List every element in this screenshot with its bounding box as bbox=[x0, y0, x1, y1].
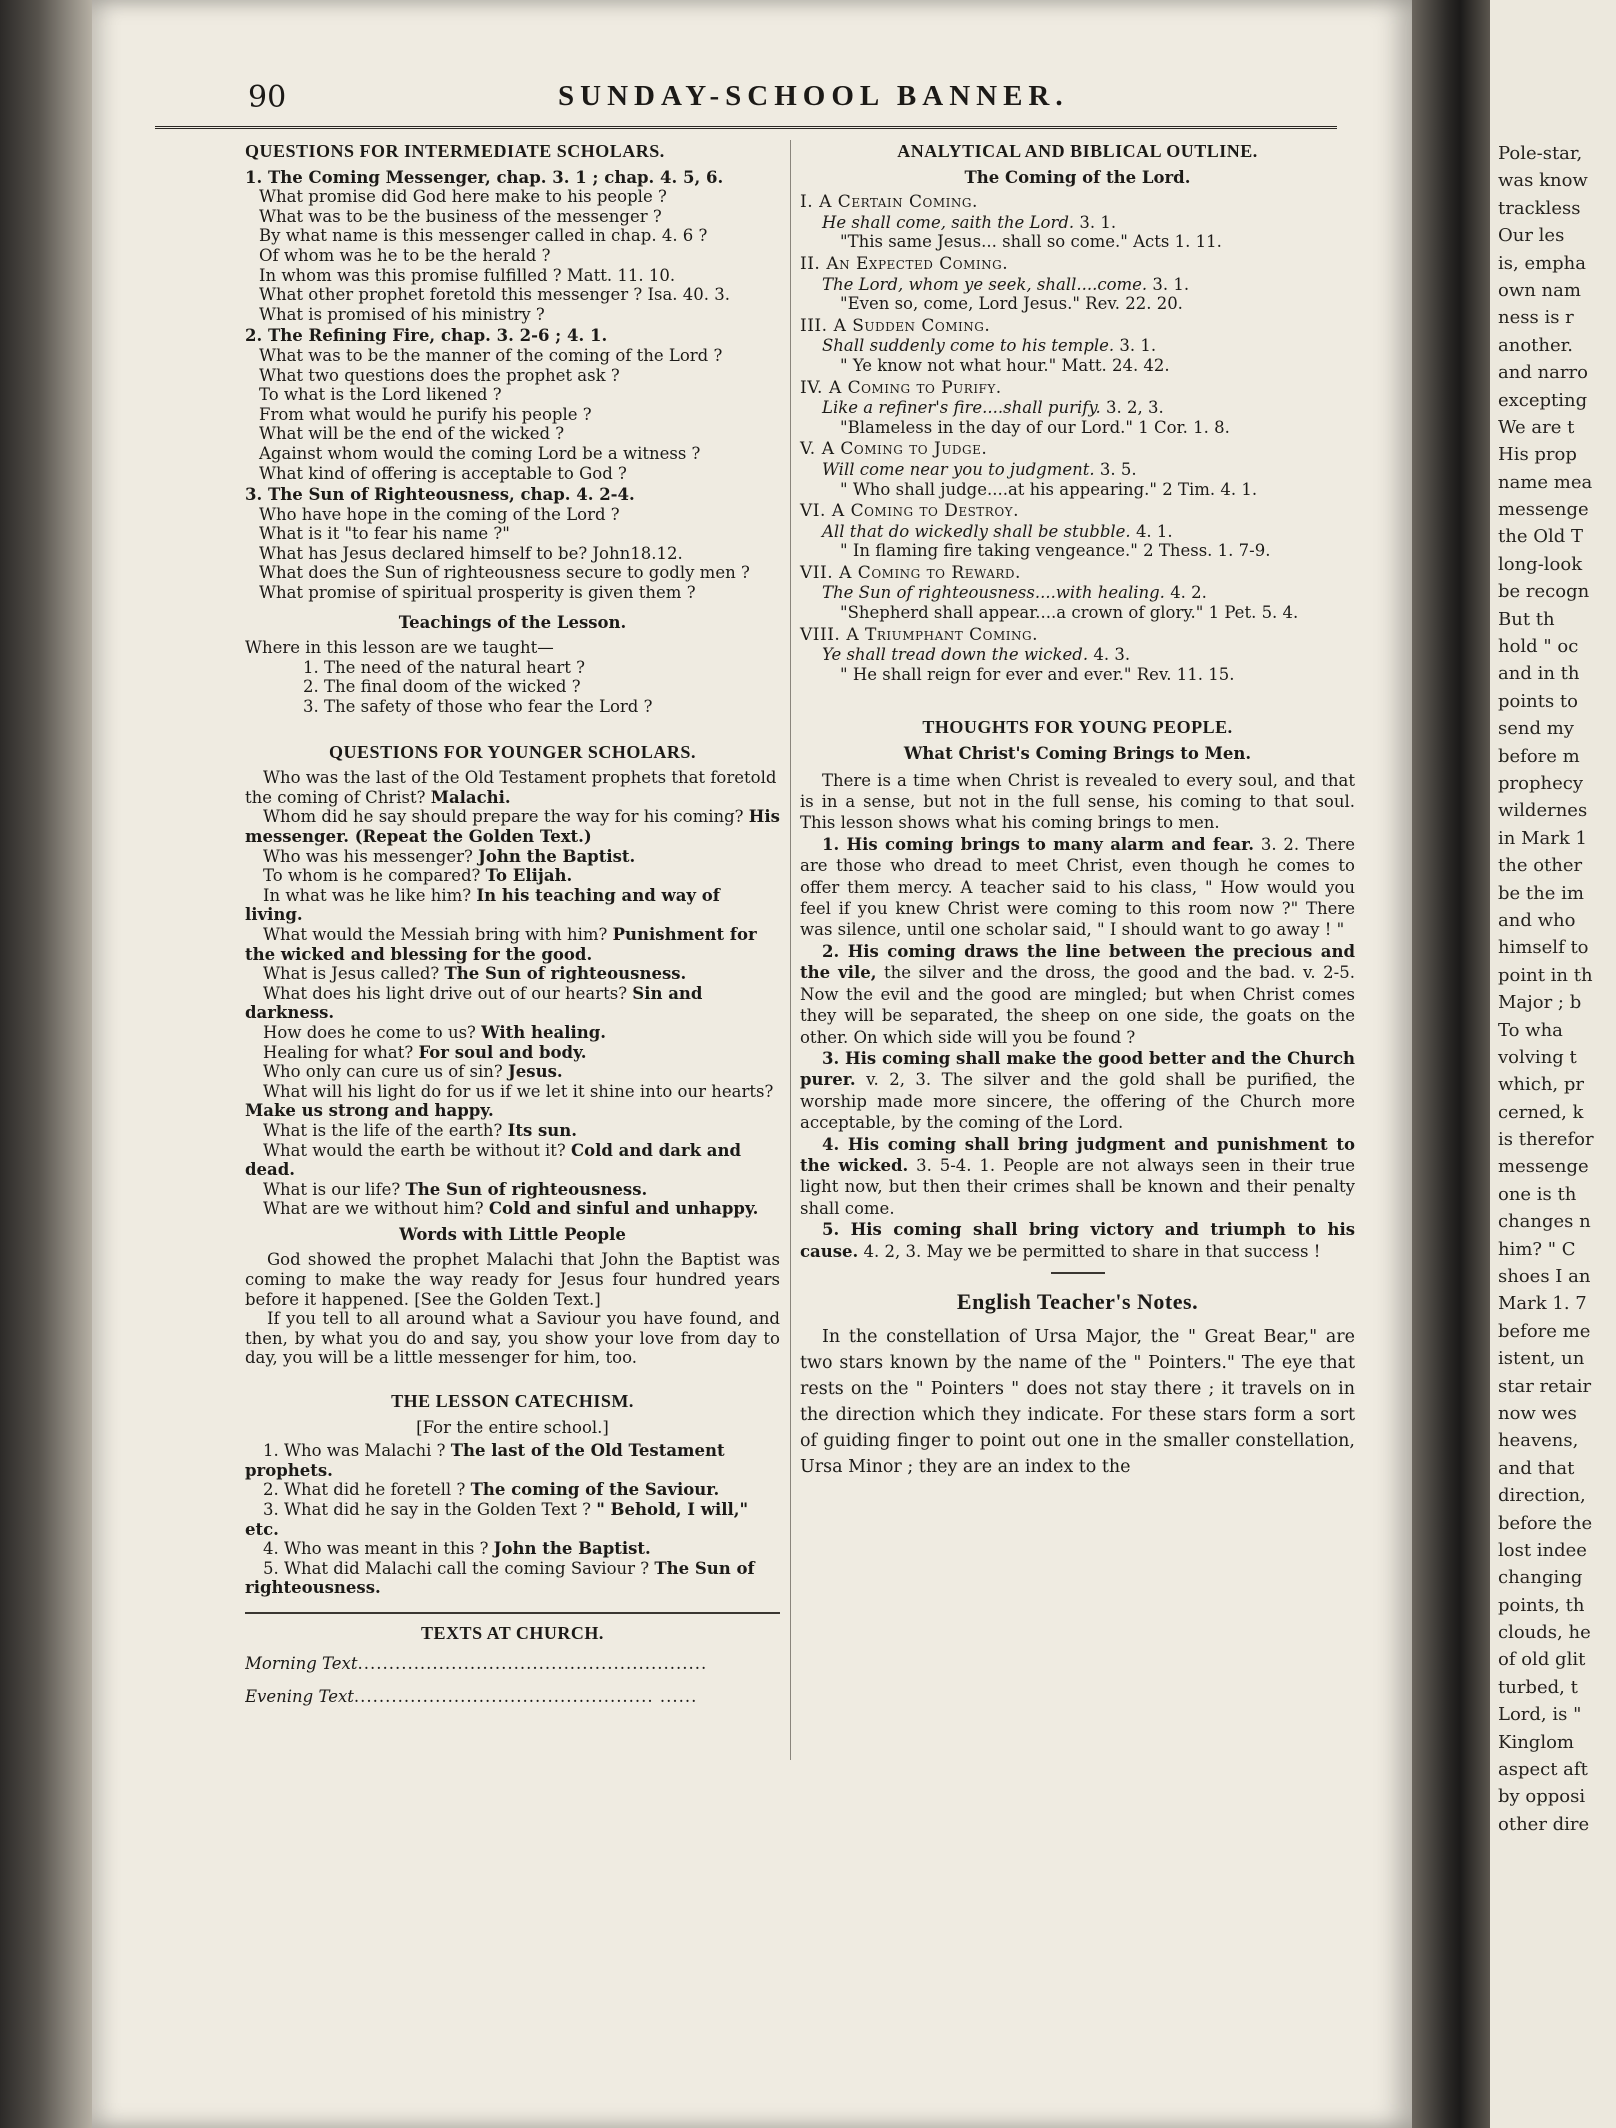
facing-line: heavens, bbox=[1498, 1430, 1579, 1452]
facing-line: lost indee bbox=[1498, 1539, 1587, 1561]
question-text: What does his light drive out of our hearts? bbox=[263, 983, 628, 1003]
outline-scripture-ref: 3. 1. bbox=[1079, 212, 1117, 232]
section-rule-short bbox=[1051, 1272, 1105, 1274]
question-line: What promise did God here make to his people ? bbox=[259, 187, 667, 207]
outline-item-title: A Certain Coming. bbox=[819, 192, 978, 213]
thoughts-point: 3. His coming shall make the good better and the Church purer. bbox=[800, 1048, 1355, 1090]
catechism-question: 2. What did he foretell ? bbox=[263, 1480, 466, 1500]
question-line: By what name is this messenger called in chap. 4. 6 ? bbox=[259, 226, 708, 246]
qa-item bbox=[245, 807, 780, 846]
outline-item-heading bbox=[800, 626, 1355, 646]
english-notes-paragraph: In the constellation of Ursa Major, the " Great Bear," are two stars known by the name of the " Pointers." The eye that rests on the " Pointers " does not stay there ; it travels on in the direction which they indicate. For these stars form a sort of guiding finger to point out one in the smaller constellation, Ursa Minor ; they are an index to the bbox=[800, 1326, 1355, 1477]
answer-text: Make us strong and happy. bbox=[245, 1101, 494, 1121]
facing-line: name mea bbox=[1498, 471, 1593, 493]
thoughts-point: 4. His coming shall bring judgment and punishment to the wicked. bbox=[800, 1134, 1355, 1175]
evening-text-dots: ................................................ ...... bbox=[353, 1687, 698, 1707]
outline-scripture bbox=[800, 213, 1355, 233]
question-text: What are we without him? bbox=[263, 1199, 484, 1219]
facing-line: before me bbox=[1498, 1320, 1591, 1342]
question-text: What is the life of the earth? bbox=[263, 1120, 503, 1140]
question-text: What is Jesus called? bbox=[263, 964, 440, 984]
question-line: What kind of offering is acceptable to God ? bbox=[259, 463, 627, 483]
facing-line: was know bbox=[1498, 170, 1588, 192]
facing-line: cerned, k bbox=[1498, 1101, 1584, 1123]
facing-line: clouds, he bbox=[1498, 1622, 1591, 1644]
facing-line: and that bbox=[1498, 1457, 1575, 1479]
facing-line: Pole-star, bbox=[1498, 143, 1583, 164]
outline-quote: " In flaming fire taking vengeance." 2 Thess. 1. 7-9. bbox=[840, 541, 1271, 561]
outline-item-title: A Coming to Destroy. bbox=[831, 501, 1020, 522]
facing-line: messenge bbox=[1498, 499, 1589, 521]
outline-quote: "Even so, come, Lord Jesus." Rev. 22. 20. bbox=[840, 294, 1183, 314]
qa-item bbox=[245, 886, 780, 925]
catechism-question: 4. Who was meant in this ? bbox=[263, 1539, 489, 1559]
outline-scripture-text: The Lord, whom ye seek, shall....come. bbox=[822, 274, 1148, 294]
catechism-item bbox=[245, 1500, 780, 1539]
outline-scripture-text: Ye shall tread down the wicked. bbox=[822, 645, 1089, 665]
question-line: Who have hope in the coming of the Lord ? bbox=[259, 504, 620, 524]
section-rule bbox=[245, 1612, 780, 1614]
outline-item bbox=[800, 317, 1355, 376]
question-text: What is our life? bbox=[263, 1179, 401, 1199]
catechism-answer: John the Baptist. bbox=[493, 1539, 651, 1559]
thoughts-body: 3. 5-4. 1. People are not always seen in their true light now, but then their crimes shall be known and their penalty shall come. bbox=[800, 1155, 1356, 1218]
answer-text: His messenger. (Repeat the Golden Text.) bbox=[245, 807, 780, 846]
right-column bbox=[800, 140, 1355, 1480]
question-text: What will his light do for us if we let it shine into our hearts? bbox=[263, 1081, 774, 1101]
little-people-heading: Words with Little People bbox=[399, 1224, 626, 1244]
facing-line: by opposi bbox=[1498, 1786, 1586, 1808]
answer-text: In his teaching and way of living. bbox=[245, 885, 720, 925]
intermediate-heading: QUESTIONS FOR INTERMEDIATE SCHOLARS. bbox=[245, 141, 665, 161]
outline-scripture bbox=[800, 645, 1355, 665]
question-group-title: 2. The Refining Fire, chap. 3. 2-6 ; 4. 1. bbox=[245, 326, 608, 346]
qa-item bbox=[245, 925, 780, 964]
thoughts-point: 2. His coming draws the line between the precious and the vile, bbox=[800, 941, 1355, 983]
question-group bbox=[245, 485, 780, 603]
thoughts-paragraph bbox=[800, 834, 1355, 941]
outline-quote: " Who shall judge....at his appearing." 2 Tim. 4. 1. bbox=[840, 479, 1258, 499]
catechism-question: 5. What did Malachi call the coming Saviour ? bbox=[263, 1558, 650, 1578]
facing-line: and who bbox=[1498, 909, 1576, 931]
qa-item bbox=[245, 1062, 780, 1082]
catechism-item bbox=[245, 1539, 780, 1559]
outline-scripture bbox=[800, 522, 1355, 542]
little-people-text bbox=[245, 1250, 780, 1368]
facing-line: other dire bbox=[1498, 1813, 1590, 1835]
qa-item bbox=[245, 1082, 780, 1121]
evening-text-label: Evening Text bbox=[245, 1687, 354, 1707]
outline-roman-numeral: I. bbox=[800, 192, 814, 213]
question-text: What would the earth be without it? bbox=[263, 1140, 566, 1160]
facing-line: volving t bbox=[1498, 1046, 1577, 1068]
facing-line: long-look bbox=[1498, 553, 1583, 575]
thoughts-body: 4. 2, 3. May we be permitted to share in that success ! bbox=[858, 1241, 1321, 1261]
thoughts-point: 1. His coming brings to many alarm and fear. bbox=[822, 834, 1255, 854]
teachings-list bbox=[245, 658, 780, 717]
thoughts-body: 3. 2. There are those who dread to meet Christ, even though he comes to offer them mercy. A teacher said to his class, " How would you feel if you knew Christ were coming to this room now ?" There was silence, until one scholar said, " I should want to go away ! " bbox=[800, 834, 1355, 940]
teaching-item: 2. The final doom of the wicked ? bbox=[303, 677, 581, 697]
question-line: What will be the end of the wicked ? bbox=[259, 424, 565, 444]
question-line: What other prophet foretold this messenger ? Isa. 40. 3. bbox=[259, 285, 731, 305]
catechism-answer: " Behold, I will," etc. bbox=[245, 1500, 749, 1539]
facing-line: direction, bbox=[1498, 1485, 1586, 1507]
facing-line: turbed, t bbox=[1498, 1676, 1578, 1698]
facing-line: His prop bbox=[1498, 444, 1577, 466]
texts-at-church-heading: TEXTS AT CHURCH. bbox=[421, 1622, 604, 1643]
facing-line: send my bbox=[1498, 718, 1574, 740]
outline-item-heading bbox=[800, 502, 1355, 522]
catechism-item bbox=[245, 1559, 780, 1598]
facing-line: himself to bbox=[1498, 937, 1589, 959]
facing-line: another. bbox=[1498, 334, 1573, 356]
catechism-question: 3. What did he say in the Golden Text ? bbox=[263, 1500, 591, 1519]
outline-scripture-text: Shall suddenly come to his temple. bbox=[822, 336, 1115, 356]
facing-line: Mark 1. 7 bbox=[1498, 1293, 1587, 1315]
qa-item bbox=[245, 847, 780, 867]
outline-scripture bbox=[800, 460, 1355, 480]
qa-item bbox=[245, 964, 780, 984]
facing-line: istent, un bbox=[1498, 1348, 1585, 1370]
facing-line: changing bbox=[1498, 1567, 1583, 1589]
answer-text: To Elijah. bbox=[485, 866, 573, 886]
question-line: What is promised of his ministry ? bbox=[259, 304, 545, 324]
outline-scripture bbox=[800, 398, 1355, 418]
outline-scripture-ref: 3. 5. bbox=[1099, 459, 1137, 479]
facing-line: ness is r bbox=[1498, 307, 1574, 329]
thoughts-body: the silver and the dross, the good and the bad. v. 2-5. Now the evil and the good are mingled; but when Christ comes they will be separated, the sheep on one side, the goats on the other. On which side will you be found ? bbox=[800, 963, 1355, 1047]
morning-text-line bbox=[245, 1654, 780, 1674]
outline-item-heading bbox=[800, 564, 1355, 584]
facing-line: messenge bbox=[1498, 1156, 1589, 1178]
outline-item bbox=[800, 440, 1355, 499]
facing-line: points to bbox=[1498, 690, 1578, 712]
facing-line: before m bbox=[1498, 745, 1580, 767]
catechism-answer: The coming of the Saviour. bbox=[470, 1480, 720, 1500]
question-text: What would the Messiah bring with him? bbox=[263, 924, 608, 944]
qa-item bbox=[245, 866, 780, 886]
facing-line: We are t bbox=[1498, 416, 1575, 438]
question-text: How does he come to us? bbox=[263, 1022, 476, 1042]
outline-roman-numeral: III. bbox=[800, 315, 828, 336]
facing-page-text bbox=[1498, 140, 1616, 1838]
qa-item bbox=[245, 1043, 780, 1063]
question-group-title: 3. The Sun of Righteousness, chap. 4. 2-4. bbox=[245, 485, 635, 505]
outline-scripture-text: Will come near you to judgment. bbox=[822, 459, 1095, 479]
teaching-item: 1. The need of the natural heart ? bbox=[303, 657, 585, 677]
question-line: In whom was this promise fulfilled ? Matt. 11. 10. bbox=[259, 265, 676, 285]
outline-item bbox=[800, 626, 1355, 685]
catechism-answer: The last of the Old Testament prophets. bbox=[245, 1441, 725, 1480]
facing-line: one is th bbox=[1498, 1183, 1577, 1205]
question-line: What does the Sun of righteousness secure to godly men ? bbox=[259, 563, 750, 583]
outline-scripture-ref: 3. 1. bbox=[1119, 336, 1157, 356]
outline-quote: "This same Jesus... shall so come." Acts 1. 11. bbox=[840, 232, 1222, 252]
outline-item-title: A Coming to Reward. bbox=[839, 562, 1021, 583]
question-line: To what is the Lord likened ? bbox=[259, 385, 502, 405]
answer-text: Cold and dark and dead. bbox=[245, 1140, 741, 1180]
facing-line: be the im bbox=[1498, 882, 1584, 904]
outline-item bbox=[800, 379, 1355, 438]
periodical-title: SUNDAY-SCHOOL BANNER. bbox=[558, 80, 1069, 112]
answer-text: Malachi. bbox=[430, 787, 511, 807]
thoughts-point: 5. His coming shall bring victory and triumph to his cause. bbox=[800, 1220, 1355, 1261]
outline-roman-numeral: V. bbox=[800, 439, 816, 460]
outline-scripture bbox=[800, 336, 1355, 356]
facing-line: now wes bbox=[1498, 1402, 1577, 1424]
book-spine-edge bbox=[0, 0, 96, 2128]
thoughts-paragraph bbox=[800, 1048, 1355, 1134]
outline-scripture-ref: 4. 1. bbox=[1135, 521, 1173, 541]
facing-line: trackless bbox=[1498, 197, 1581, 219]
column-divider bbox=[790, 140, 791, 1760]
outline-item bbox=[800, 564, 1355, 623]
outline-quote: "Blameless in the day of our Lord." 1 Cor. 1. 8. bbox=[840, 417, 1230, 437]
question-text: In what was he like him? bbox=[263, 885, 472, 905]
facing-line: hold " oc bbox=[1498, 636, 1579, 658]
answer-text: Sin and darkness. bbox=[245, 983, 703, 1023]
facing-line: To wha bbox=[1498, 1019, 1563, 1041]
answer-text: John the Baptist. bbox=[478, 846, 636, 866]
answer-text: Punishment for the wicked and blessing for the good. bbox=[245, 924, 757, 964]
facing-line: Our les bbox=[1498, 225, 1565, 247]
outline-list bbox=[800, 193, 1355, 684]
question-line: What is it "to fear his name ?" bbox=[259, 524, 510, 544]
answer-text: Its sun. bbox=[507, 1120, 578, 1140]
outline-scripture bbox=[800, 275, 1355, 295]
facing-line: of old glit bbox=[1498, 1649, 1586, 1671]
outline-quote: " Ye know not what hour." Matt. 24. 42. bbox=[840, 355, 1170, 375]
question-line: Against whom would the coming Lord be a witness ? bbox=[259, 443, 701, 463]
facing-line: aspect aft bbox=[1498, 1759, 1588, 1781]
qa-item bbox=[245, 1180, 780, 1200]
question-line: What was to be the business of the messenger ? bbox=[259, 206, 662, 226]
question-line: Of whom was he to be the herald ? bbox=[259, 245, 551, 265]
page-number: 90 bbox=[248, 80, 287, 115]
question-line: What two questions does the prophet ask ? bbox=[259, 365, 620, 385]
facing-line: point in th bbox=[1498, 964, 1593, 986]
question-text: Who was his messenger? bbox=[263, 846, 473, 866]
intermediate-questions bbox=[245, 168, 780, 603]
outline-quote: "Shepherd shall appear....a crown of glory." 1 Pet. 5. 4. bbox=[840, 603, 1299, 623]
facing-line: prophecy bbox=[1498, 772, 1583, 794]
english-notes-heading: English Teacher's Notes. bbox=[956, 1288, 1199, 1314]
question-text: Healing for what? bbox=[263, 1042, 414, 1062]
outline-item bbox=[800, 255, 1355, 314]
outline-quote: " He shall reign for ever and ever." Rev. 11. 15. bbox=[840, 664, 1235, 684]
question-line: From what would he purify his people ? bbox=[259, 404, 592, 424]
facing-line: excepting bbox=[1498, 389, 1588, 411]
facing-line: Major ; b bbox=[1498, 992, 1582, 1014]
facing-line: and in th bbox=[1498, 663, 1580, 685]
question-line: What promise of spiritual prosperity is given them ? bbox=[259, 583, 696, 603]
answer-text: The Sun of righteousness. bbox=[444, 964, 687, 984]
thoughts-paragraph bbox=[800, 770, 1355, 834]
thoughts-subheading: What Christ's Coming Brings to Men. bbox=[903, 744, 1252, 764]
little-people-paragraph: If you tell to all around what a Saviour you have found, and then, by what you do and say, you show your love from day to day, you will be a little messenger for him, too. bbox=[245, 1309, 780, 1368]
thoughts-heading: THOUGHTS FOR YOUNG PEOPLE. bbox=[922, 717, 1233, 738]
thoughts-paragraph bbox=[800, 1219, 1355, 1262]
facing-line: the other bbox=[1498, 855, 1583, 877]
qa-item bbox=[245, 984, 780, 1023]
outline-scripture-ref: 3. 1. bbox=[1152, 274, 1190, 294]
thoughts-section bbox=[800, 718, 1355, 1262]
outline-item bbox=[800, 193, 1355, 252]
question-text: Who only can cure us of sin? bbox=[263, 1062, 503, 1082]
catechism-questions bbox=[245, 1441, 780, 1598]
outline-scripture-text: He shall come, saith the Lord. bbox=[822, 212, 1075, 232]
morning-text-dots: ........................................................ bbox=[357, 1653, 708, 1673]
catechism-answer: The Sun of righteousness. bbox=[245, 1558, 755, 1598]
facing-line: the Old T bbox=[1498, 526, 1583, 548]
facing-page bbox=[1490, 0, 1616, 2128]
outline-item-title: A Coming to Purify. bbox=[828, 377, 1002, 398]
outline-item bbox=[800, 502, 1355, 561]
outline-roman-numeral: VII. bbox=[800, 562, 834, 583]
outline-roman-numeral: VI. bbox=[800, 501, 826, 522]
qa-item bbox=[245, 1121, 780, 1141]
little-people-paragraph: God showed the prophet Malachi that John the Baptist was coming to make the way ready for Jesus four hundred years before it happened. [See the Golden Text.] bbox=[245, 1250, 780, 1309]
qa-item bbox=[245, 768, 780, 807]
outline-roman-numeral: VIII. bbox=[800, 624, 841, 645]
answer-text: The Sun of righteousness. bbox=[405, 1179, 648, 1199]
catechism-question: 1. Who was Malachi ? bbox=[263, 1441, 446, 1461]
header-rule bbox=[155, 126, 1337, 129]
facing-line: Kinglom bbox=[1498, 1731, 1574, 1753]
younger-heading: QUESTIONS FOR YOUNGER SCHOLARS. bbox=[329, 741, 696, 762]
qa-item bbox=[245, 1023, 780, 1043]
question-text: Whom did he say should prepare the way for his coming? bbox=[263, 807, 744, 827]
outline-item-heading bbox=[800, 193, 1355, 213]
qa-item bbox=[245, 1141, 780, 1180]
outline-scripture-text: Like a refiner's fire....shall purify. bbox=[822, 398, 1101, 418]
catechism-heading: THE LESSON CATECHISM. bbox=[391, 1391, 634, 1412]
outline-scripture-ref: 3. 2, 3. bbox=[1105, 398, 1164, 418]
facing-line: star retair bbox=[1498, 1375, 1592, 1397]
facing-line: own nam bbox=[1498, 279, 1581, 301]
outline-item-heading bbox=[800, 440, 1355, 460]
facing-line: Lord, is " bbox=[1498, 1704, 1582, 1726]
question-group-title: 1. The Coming Messenger, chap. 3. 1 ; chap. 4. 5, 6. bbox=[245, 167, 724, 187]
question-line: What was to be the manner of the coming of the Lord ? bbox=[259, 345, 723, 365]
evening-text-line bbox=[245, 1687, 780, 1707]
outline-item-heading bbox=[800, 379, 1355, 399]
qa-item bbox=[245, 1199, 780, 1219]
outline-item-heading bbox=[800, 255, 1355, 275]
answer-text: Jesus. bbox=[507, 1062, 563, 1082]
question-group bbox=[245, 326, 780, 483]
question-text: Who was the last of the Old Testament prophets that foretold the coming of Christ? bbox=[245, 768, 777, 807]
question-line: What has Jesus declared himself to be? John18.12. bbox=[259, 543, 683, 563]
facing-line: shoes I an bbox=[1498, 1266, 1591, 1288]
book-gutter bbox=[1412, 0, 1492, 2128]
answer-text: For soul and body. bbox=[418, 1042, 587, 1062]
catechism-item bbox=[245, 1480, 780, 1500]
outline-scripture-text: All that do wickedly shall be stubble. bbox=[822, 521, 1131, 541]
morning-text-label: Morning Text bbox=[245, 1653, 358, 1673]
outline-scripture-ref: 4. 3. bbox=[1093, 645, 1131, 665]
outline-roman-numeral: II. bbox=[800, 253, 821, 274]
facing-line: and narro bbox=[1498, 362, 1588, 384]
younger-questions bbox=[245, 768, 780, 1219]
outline-item-heading bbox=[800, 317, 1355, 337]
thoughts-paragraph bbox=[800, 1134, 1355, 1220]
thoughts-paragraph bbox=[800, 941, 1355, 1048]
facing-line: in Mark 1 bbox=[1498, 827, 1587, 849]
outline-scripture-text: The Sun of righteousness....with healing. bbox=[822, 583, 1165, 603]
teachings-heading: Teachings of the Lesson. bbox=[398, 612, 627, 632]
left-column bbox=[245, 140, 780, 1721]
outline-item-title: A Coming to Judge. bbox=[821, 439, 988, 460]
facing-line: be recogn bbox=[1498, 581, 1590, 603]
facing-line: points, th bbox=[1498, 1594, 1585, 1616]
outline-item-title: A Triumphant Coming. bbox=[846, 624, 1038, 645]
facing-line: is, empha bbox=[1498, 252, 1587, 274]
outline-heading: ANALYTICAL AND BIBLICAL OUTLINE. bbox=[897, 141, 1258, 161]
facing-line: wildernes bbox=[1498, 800, 1588, 822]
teaching-item: 3. The safety of those who fear the Lord ? bbox=[303, 697, 653, 717]
outline-item-title: An Expected Coming. bbox=[826, 253, 1009, 274]
outline-item-title: A Sudden Coming. bbox=[833, 315, 991, 336]
facing-line: is therefor bbox=[1498, 1129, 1594, 1151]
thoughts-text bbox=[800, 770, 1355, 1262]
outline-scripture bbox=[800, 583, 1355, 603]
outline-subheading: The Coming of the Lord. bbox=[964, 167, 1191, 187]
page-header bbox=[158, 80, 1338, 124]
question-group bbox=[245, 168, 780, 325]
facing-line: him? " C bbox=[1498, 1238, 1576, 1260]
outline-roman-numeral: IV. bbox=[800, 377, 823, 398]
catechism-item bbox=[245, 1441, 780, 1480]
facing-line: before the bbox=[1498, 1512, 1593, 1534]
outline-scripture-ref: 4. 2. bbox=[1170, 583, 1207, 603]
facing-line: changes n bbox=[1498, 1211, 1591, 1233]
question-text: To whom is he compared? bbox=[263, 866, 481, 886]
catechism-intro: [For the entire school.] bbox=[416, 1417, 609, 1437]
thoughts-body: There is a time when Christ is revealed to every soul, and that is in a sense, but not in the full sense, his coming to that soul. This lesson shows what his coming brings to men. bbox=[800, 770, 1355, 833]
teachings-intro: Where in this lesson are we taught— bbox=[245, 638, 554, 658]
thoughts-body: v. 2, 3. The silver and the gold shall be purified, the worship made more sincere, the offering of the Church more acceptable, by the coming of the Lord. bbox=[800, 1070, 1355, 1133]
facing-line: But th bbox=[1498, 608, 1555, 630]
facing-line: which, pr bbox=[1498, 1074, 1585, 1096]
answer-text: Cold and sinful and unhappy. bbox=[488, 1199, 759, 1219]
answer-text: With healing. bbox=[481, 1022, 607, 1042]
